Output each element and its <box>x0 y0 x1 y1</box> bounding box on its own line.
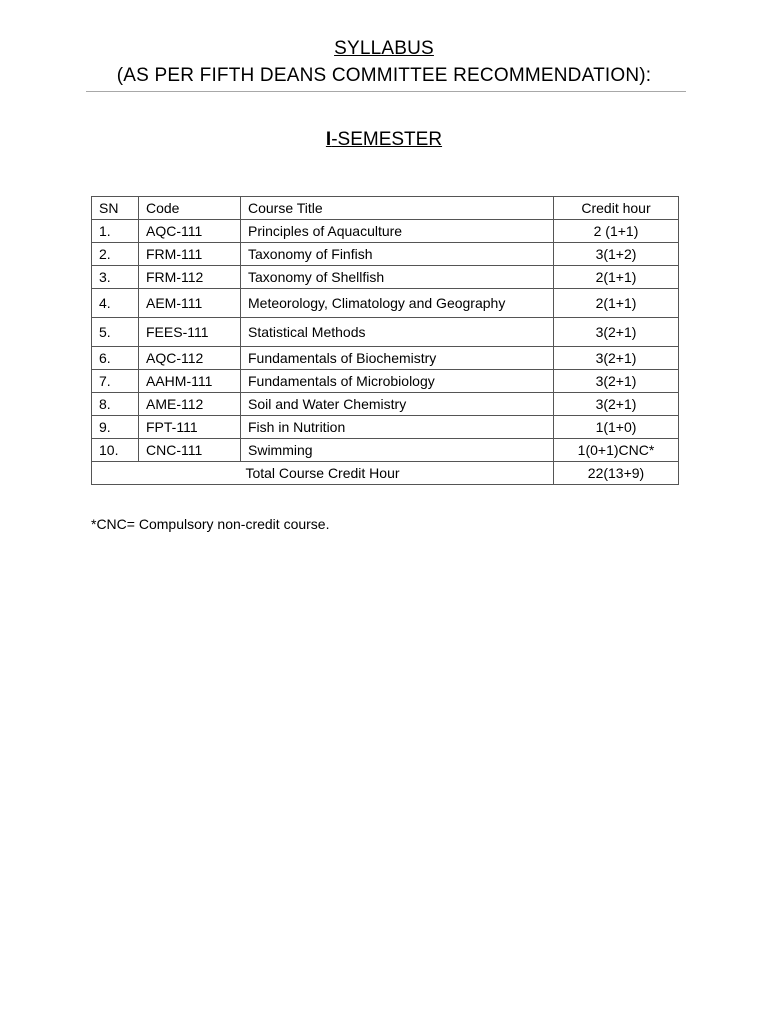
footnote: *CNC= Compulsory non-credit course. <box>91 516 330 532</box>
row-course-title: Principles of Aquaculture <box>241 220 554 243</box>
row-code: FRM-112 <box>139 266 241 289</box>
row-credit-hour: 3(2+1) <box>554 370 679 393</box>
semester-label: -SEMESTER <box>331 129 443 150</box>
row-course-title: Soil and Water Chemistry <box>241 393 554 416</box>
table-row <box>92 439 679 462</box>
row-course-title: Meteorology, Climatology and Geography <box>241 289 554 318</box>
row-credit-hour: 3(1+2) <box>554 243 679 266</box>
header-sn: SN <box>92 197 139 220</box>
row-code: FEES-111 <box>139 318 241 347</box>
row-code: AQC-111 <box>139 220 241 243</box>
row-code: CNC-111 <box>139 439 241 462</box>
row-sn: 10. <box>92 439 139 462</box>
table-row <box>92 347 679 370</box>
row-sn: 2. <box>92 243 139 266</box>
row-credit-hour: 3(2+1) <box>554 318 679 347</box>
total-label: Total Course Credit Hour <box>92 462 554 485</box>
row-credit-hour: 1(1+0) <box>554 416 679 439</box>
row-sn: 9. <box>92 416 139 439</box>
row-sn: 5. <box>92 318 139 347</box>
row-code: AEM-111 <box>139 289 241 318</box>
row-course-title: Fundamentals of Biochemistry <box>241 347 554 370</box>
row-course-title: Fish in Nutrition <box>241 416 554 439</box>
table-row <box>92 318 679 347</box>
table-row <box>92 416 679 439</box>
header-course-title: Course Title <box>241 197 554 220</box>
row-code: AQC-112 <box>139 347 241 370</box>
semester-roman: I <box>325 129 332 150</box>
table-row <box>92 393 679 416</box>
document-title: SYLLABUS <box>334 38 434 59</box>
table-row <box>92 370 679 393</box>
row-credit-hour: 3(2+1) <box>554 347 679 370</box>
row-sn: 7. <box>92 370 139 393</box>
row-course-title: Fundamentals of Microbiology <box>241 370 554 393</box>
table-row <box>92 243 679 266</box>
row-code: FPT-111 <box>139 416 241 439</box>
header-code: Code <box>139 197 241 220</box>
total-row <box>92 462 679 485</box>
row-credit-hour: 2(1+1) <box>554 289 679 318</box>
row-code: AAHM-111 <box>139 370 241 393</box>
table-row <box>92 289 679 318</box>
row-course-title: Taxonomy of Finfish <box>241 243 554 266</box>
total-value: 22(13+9) <box>554 462 679 485</box>
table-row <box>92 266 679 289</box>
row-course-title: Statistical Methods <box>241 318 554 347</box>
row-sn: 3. <box>92 266 139 289</box>
row-sn: 1. <box>92 220 139 243</box>
row-code: AME-112 <box>139 393 241 416</box>
header-divider <box>86 91 686 92</box>
table-header-row <box>92 197 679 220</box>
row-credit-hour: 2 (1+1) <box>554 220 679 243</box>
semester-heading <box>0 129 768 151</box>
row-code: FRM-111 <box>139 243 241 266</box>
row-sn: 8. <box>92 393 139 416</box>
row-credit-hour: 2(1+1) <box>554 266 679 289</box>
row-course-title: Swimming <box>241 439 554 462</box>
table-row <box>92 220 679 243</box>
row-credit-hour: 1(0+1)CNC* <box>554 439 679 462</box>
row-sn: 6. <box>92 347 139 370</box>
document-subtitle: (AS PER FIFTH DEANS COMMITTEE RECOMMENDATION): <box>116 65 652 86</box>
header-credit-hour: Credit hour <box>554 197 679 220</box>
row-credit-hour: 3(2+1) <box>554 393 679 416</box>
row-course-title: Taxonomy of Shellfish <box>241 266 554 289</box>
row-sn: 4. <box>92 289 139 318</box>
syllabus-table <box>91 196 679 485</box>
